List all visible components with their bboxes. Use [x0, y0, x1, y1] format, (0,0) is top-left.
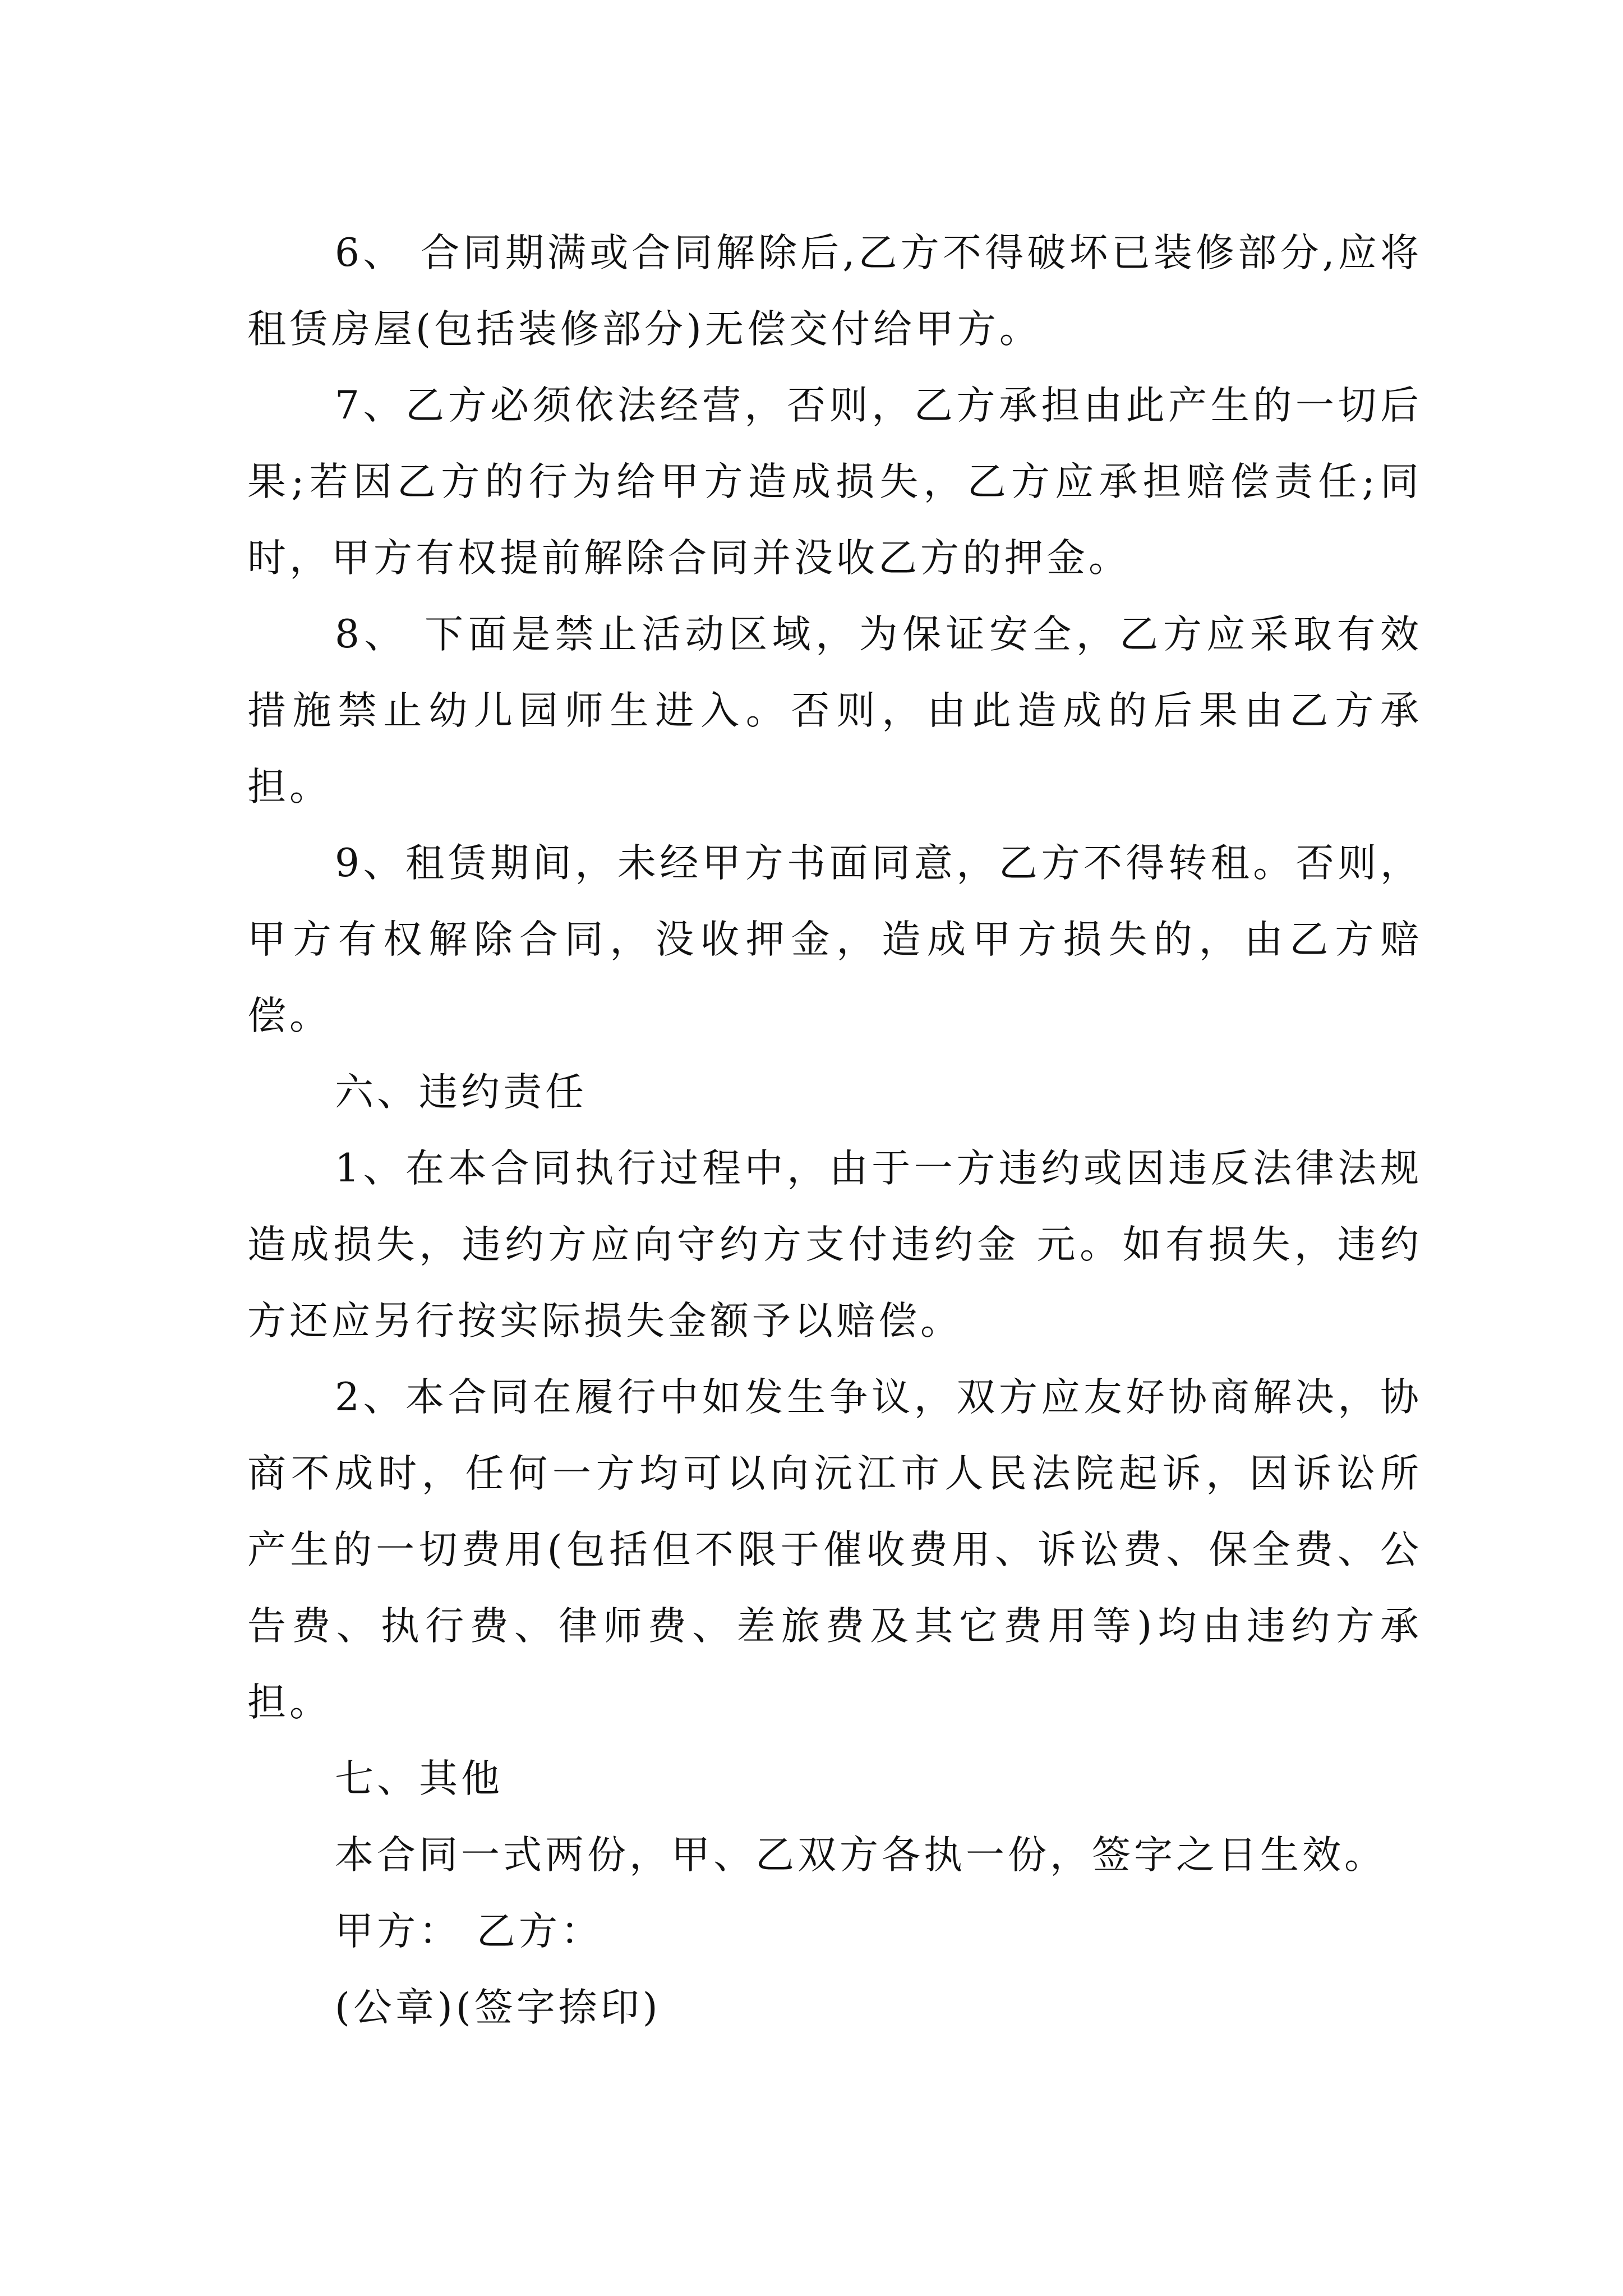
clause-8: 8、 下面是禁止活动区域，为保证安全，乙方应采取有效措施禁止幼儿园师生进入。否则，由此造成的后果由乙方承担。: [247, 612, 1422, 809]
clause-7: 7、乙方必须依法经营，否则，乙方承担由此产生的一切后果;若因乙方的行为给甲方造成损失，乙方应承担赔偿责任;同时，甲方有权提前解除合同并没收乙方的押金。: [247, 383, 1422, 581]
signature-parties: 甲方： 乙方：: [335, 1909, 603, 1954]
effectiveness-clause: 本合同一式两份，甲、乙双方各执一份，签字之日生效。: [335, 1833, 1386, 1878]
document-body: [247, 215, 1422, 2046]
seal-signature-note: (公章)(签字捺印): [335, 1985, 661, 2030]
clause-9: 9、租赁期间，未经甲方书面同意，乙方不得转租。否则，甲方有权解除合同，没收押金，造成甲方损失的，由乙方赔偿。: [247, 841, 1422, 1038]
breach-clause-2: 2、本合同在履行中如发生争议，双方应友好协商解决，协商不成时，任何一方均可以向沅江市人民法院起诉，因诉讼所产生的一切费用(包括但不限于催收费用、诉讼费、保全费、公告费、执行费、律师费、差旅费及其它费用等)均由违约方承担。: [247, 1375, 1422, 1725]
section-heading-breach-liability: 六、违约责任: [335, 1070, 587, 1115]
section-heading-other: 七、其他: [335, 1756, 503, 1801]
breach-clause-1: 1、在本合同执行过程中，由于一方违约或因违反法律法规造成损失，违约方应向守约方支付违约金 元。如有损失，违约方还应另行按实际损失金额予以赔偿。: [247, 1146, 1422, 1343]
clause-6: 6、 合同期满或合同解除后,乙方不得破坏已装修部分,应将租赁房屋(包括装修部分)无偿交付给甲方。: [247, 231, 1422, 352]
